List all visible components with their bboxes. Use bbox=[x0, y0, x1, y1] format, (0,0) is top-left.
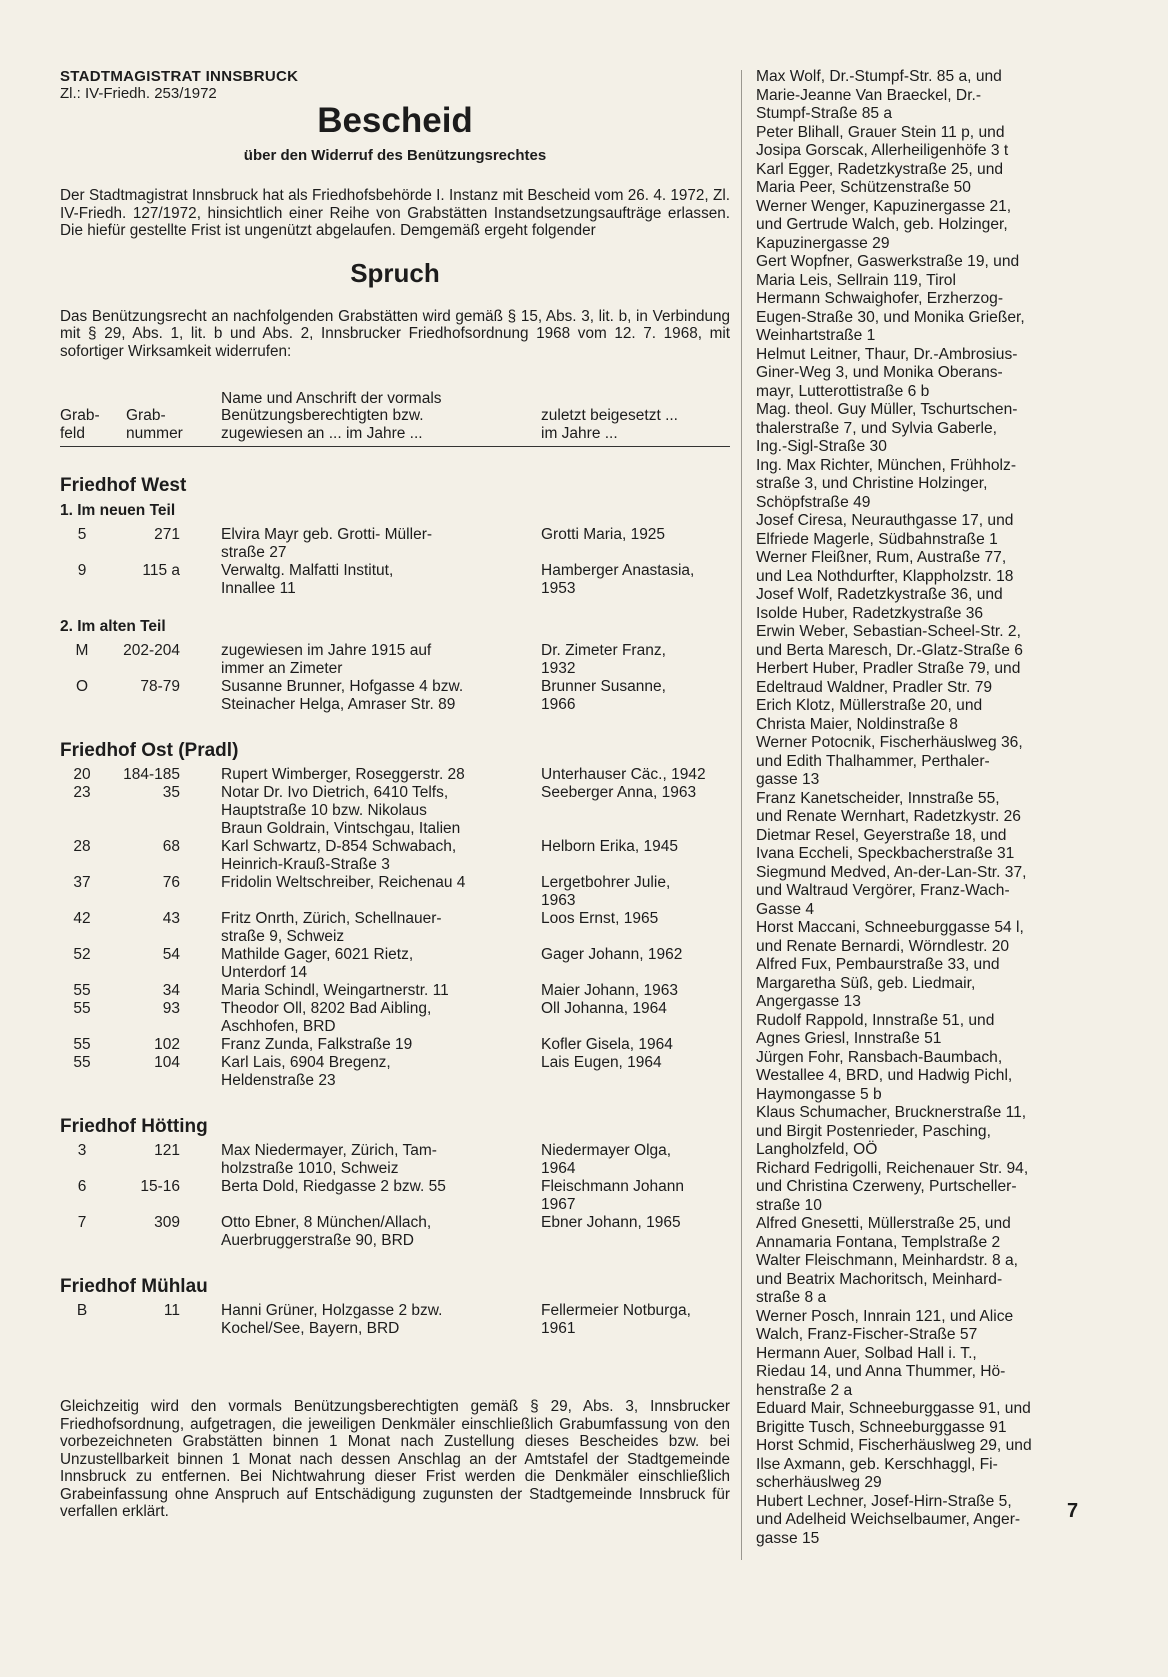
grabnummer-cell: 184-185 bbox=[123, 766, 180, 783]
text-line: und Lea Nothdurfter, Klappholzstr. 18 bbox=[756, 567, 1014, 585]
grabnummer-cell: 54 bbox=[162, 946, 180, 963]
grabfeld-cell: 23 bbox=[73, 784, 91, 801]
text-line: Elfriede Magerle, Südbahnstraße 1 bbox=[756, 530, 998, 548]
text-line: Haymongasse 5 b bbox=[756, 1085, 882, 1103]
text-line: Oll Johanna, 1964 bbox=[541, 1000, 667, 1017]
right-column bbox=[756, 68, 1081, 1548]
list-item bbox=[756, 1493, 1081, 1549]
header-line: Grab- bbox=[60, 407, 100, 424]
last-buried-cell bbox=[541, 946, 730, 964]
last-buried-cell bbox=[541, 982, 730, 1000]
table-row bbox=[60, 1000, 730, 1036]
name-cell bbox=[221, 910, 521, 946]
text-line: Maria Peer, Schützenstraße 50 bbox=[756, 179, 971, 196]
name-cell bbox=[221, 526, 521, 562]
text-line: und Berta Maresch, Dr.-Glatz-Straße 6 bbox=[756, 641, 1023, 659]
grabfeld-cell: 55 bbox=[73, 1054, 91, 1071]
document-subtitle: über den Widerruf des Benützungsrechtes bbox=[243, 147, 547, 164]
list-item bbox=[756, 512, 1081, 549]
text-line: Innallee 11 bbox=[221, 580, 296, 597]
text-line: Alfred Fux, Pembaurstraße 33, und bbox=[756, 956, 1000, 973]
cemetery-heading: Friedhof Mühlau bbox=[60, 1276, 208, 1297]
header-line: im Jahre ... bbox=[541, 424, 618, 442]
grabnummer-cell: 104 bbox=[154, 1054, 180, 1071]
table-row bbox=[60, 874, 730, 910]
name-cell bbox=[221, 874, 521, 892]
text-line: Klaus Schumacher, Brucknerstraße 11, bbox=[756, 1104, 1027, 1121]
list-item bbox=[756, 864, 1081, 920]
last-buried-cell bbox=[541, 1036, 730, 1054]
text-line: und Christina Czerweny, Purtscheller- bbox=[756, 1178, 1017, 1195]
grabnummer-cell: 309 bbox=[154, 1214, 180, 1231]
column-divider bbox=[741, 70, 742, 1560]
text-line: Giner-Weg 3, und Monika Oberans- bbox=[756, 364, 1003, 381]
text-line: scherhäuslweg 29 bbox=[756, 1474, 882, 1491]
grabnummer-cell: 102 bbox=[154, 1036, 180, 1053]
text-line: gasse 13 bbox=[756, 771, 820, 788]
grabfeld-cell: O bbox=[75, 678, 89, 695]
text-line: Herbert Huber, Pradler Straße 79, und bbox=[756, 660, 1021, 677]
text-line: Hamberger Anastasia, bbox=[541, 562, 695, 579]
text-line: Angergasse 13 bbox=[756, 993, 861, 1010]
name-cell bbox=[221, 1054, 521, 1090]
authority-heading: STADTMAGISTRAT INNSBRUCK bbox=[60, 68, 299, 85]
text-line: 1966 bbox=[541, 696, 576, 713]
section-heading: 2. Im alten Teil bbox=[60, 618, 166, 635]
grabnummer-cell: 35 bbox=[162, 784, 180, 801]
list-item bbox=[756, 956, 1081, 1012]
text-line: Karl Schwartz, D-854 Schwabach, bbox=[221, 838, 457, 855]
grabfeld-cell: 5 bbox=[77, 526, 87, 543]
text-line: Helborn Erika, 1945 bbox=[541, 838, 678, 855]
table-row bbox=[60, 982, 730, 1000]
header-grabnummer bbox=[126, 407, 183, 442]
text-line: und Renate Bernardi, Wörndlestr. 20 bbox=[756, 937, 1010, 955]
list-item bbox=[756, 1437, 1081, 1493]
grabfeld-cell: 6 bbox=[77, 1178, 87, 1195]
text-line: Heinrich-Krauß-Straße 3 bbox=[221, 856, 390, 873]
list-item bbox=[756, 827, 1081, 864]
table-row bbox=[60, 1302, 730, 1338]
last-buried-cell bbox=[541, 784, 730, 802]
text-line: Isolde Huber, Radetzkystraße 36 bbox=[756, 604, 984, 622]
text-line: Franz Kanetscheider, Innstraße 55, bbox=[756, 789, 1000, 807]
text-line: Edeltraud Waldner, Pradler Str. 79 bbox=[756, 678, 993, 696]
header-last-buried bbox=[541, 407, 678, 442]
table-row bbox=[60, 946, 730, 982]
text-line: henstraße 2 a bbox=[756, 1381, 853, 1399]
list-item bbox=[756, 790, 1081, 827]
grabnummer-cell: 76 bbox=[162, 874, 180, 891]
grabfeld-cell: 37 bbox=[73, 874, 91, 891]
name-cell bbox=[221, 1000, 521, 1036]
cemetery-heading: Friedhof Ost (Pradl) bbox=[60, 740, 239, 761]
header-name bbox=[221, 390, 442, 443]
text-line: Margaretha Süß, geb. Liedmair, bbox=[756, 974, 976, 992]
grabnummer-cell: 121 bbox=[154, 1142, 180, 1159]
grabfeld-cell: 52 bbox=[73, 946, 91, 963]
text-line: Ebner Johann, 1965 bbox=[541, 1214, 681, 1231]
list-item bbox=[756, 1012, 1081, 1049]
grabnummer-cell: 15-16 bbox=[140, 1178, 180, 1195]
text-line: Eugen-Straße 30, und Monika Grießer, bbox=[756, 308, 1025, 326]
list-item bbox=[756, 623, 1081, 660]
last-buried-cell bbox=[541, 526, 730, 544]
text-line: straße 8 a bbox=[756, 1289, 827, 1306]
text-line: thalerstraße 7, und Sylvia Gaberle, bbox=[756, 419, 997, 437]
text-line: Berta Dold, Riedgasse 2 bzw. 55 bbox=[221, 1178, 446, 1195]
text-line: Unterdorf 14 bbox=[221, 964, 308, 981]
text-line: Karl Lais, 6904 Bregenz, bbox=[221, 1054, 391, 1071]
list-item bbox=[756, 1308, 1081, 1345]
text-line: Brunner Susanne, bbox=[541, 678, 666, 695]
list-item bbox=[756, 697, 1081, 734]
list-item bbox=[756, 1345, 1081, 1401]
text-line: Horst Maccani, Schneeburggasse 54 l, bbox=[756, 919, 1024, 936]
cemetery-heading: Friedhof West bbox=[60, 475, 187, 496]
name-cell bbox=[221, 642, 521, 678]
text-line: Rudolf Rappold, Innstraße 51, und bbox=[756, 1011, 995, 1029]
grabnummer-cell: 34 bbox=[162, 982, 180, 999]
row-group bbox=[60, 766, 730, 1090]
text-line: 1967 bbox=[541, 1196, 576, 1213]
text-line: Agnes Griesl, Innstraße 51 bbox=[756, 1030, 942, 1047]
text-line: Grotti Maria, 1925 bbox=[541, 526, 666, 543]
grabfeld-cell: M bbox=[75, 642, 89, 659]
list-item bbox=[756, 1160, 1081, 1216]
text-line: und Waltraud Vergörer, Franz-Wach- bbox=[756, 882, 1010, 899]
text-line: Schöpfstraße 49 bbox=[756, 493, 871, 511]
text-line: holzstraße 1010, Schweiz bbox=[221, 1160, 399, 1177]
intro-paragraph: Der Stadtmagistrat Innsbruck hat als Friedhofsbehörde I. Instanz mit Bescheid vom 26. 4. 1972, Zl. IV-Friedh. 127/1972, hinsichtlich einer Reihe von Grabstätten Instandsetzungsaufträge erlassen. Die hiefür gestellte Frist ist ungenützt abgelaufen. Demgemäß ergeht folgender bbox=[60, 187, 730, 239]
text-line: Verwaltg. Malfatti Institut, bbox=[221, 562, 394, 579]
text-line: Erwin Weber, Sebastian-Scheel-Str. 2, bbox=[756, 623, 1021, 640]
list-item bbox=[756, 549, 1081, 586]
document-title: Bescheid bbox=[317, 101, 473, 140]
text-line: Dietmar Resel, Geyerstraße 18, und bbox=[756, 826, 1007, 844]
spruch-paragraph: Das Benützungsrecht an nachfolgenden Grabstätten wird gemäß § 15, Abs. 3, lit. b, in Verbindung mit § 29, Abs. 1, lit. b und Abs. 2, Innsbrucker Friedhofsordnung 1968 vom 12. 7. 1968, mit sofortiger Wirksamkeit widerrufen: bbox=[60, 307, 730, 360]
last-buried-cell bbox=[541, 642, 730, 678]
text-line: Siegmund Medved, An-der-Lan-Str. 37, bbox=[756, 863, 1027, 881]
text-line: Hermann Auer, Solbad Hall i. T., bbox=[756, 1344, 977, 1362]
name-cell bbox=[221, 784, 521, 838]
text-line: Lais Eugen, 1964 bbox=[541, 1054, 662, 1071]
text-line: Ing. Max Richter, München, Frühholz- bbox=[756, 456, 1017, 474]
text-line: zugewiesen im Jahre 1915 auf bbox=[221, 642, 432, 659]
grabfeld-cell: B bbox=[76, 1302, 88, 1319]
list-item bbox=[756, 660, 1081, 697]
text-line: Fritz Onrth, Zürich, Schellnauer- bbox=[221, 910, 442, 927]
text-line: Aschhofen, BRD bbox=[221, 1018, 336, 1035]
header-grabfeld bbox=[60, 407, 100, 442]
text-line: 1953 bbox=[541, 580, 576, 597]
text-line: Hanni Grüner, Holzgasse 2 bzw. bbox=[221, 1302, 443, 1319]
table-row bbox=[60, 1178, 730, 1214]
text-line: immer an Zimeter bbox=[221, 660, 343, 677]
cemetery-heading: Friedhof Hötting bbox=[60, 1116, 208, 1137]
section-heading: 1. Im neuen Teil bbox=[60, 502, 176, 519]
text-line: Annamaria Fontana, Templstraße 2 bbox=[756, 1233, 1001, 1251]
last-buried-cell bbox=[541, 838, 730, 856]
name-cell bbox=[221, 562, 521, 598]
text-line: Unterhauser Cäc., 1942 bbox=[541, 766, 706, 783]
text-line: straße 9, Schweiz bbox=[221, 928, 345, 945]
list-item bbox=[756, 457, 1081, 513]
table-row bbox=[60, 562, 730, 598]
text-line: Josipa Gorscak, Allerheiligenhöfe 3 t bbox=[756, 142, 1009, 159]
text-line: Eduard Mair, Schneeburggasse 91, und bbox=[756, 1400, 1031, 1417]
grabfeld-cell: 55 bbox=[73, 1000, 91, 1017]
text-line: 1963 bbox=[541, 892, 576, 909]
cemetery-list bbox=[60, 475, 730, 1338]
text-line: Theodor Oll, 8202 Bad Aibling, bbox=[221, 1000, 432, 1017]
list-item bbox=[756, 161, 1081, 198]
list-item bbox=[756, 68, 1081, 124]
header-line: Grab- bbox=[126, 407, 166, 424]
text-line: Kofler Gisela, 1964 bbox=[541, 1036, 673, 1053]
list-item bbox=[756, 1252, 1081, 1308]
grabnummer-cell: 115 a bbox=[142, 562, 180, 579]
text-line: Peter Blihall, Grauer Stein 11 p, und bbox=[756, 123, 1005, 141]
row-group bbox=[60, 526, 730, 598]
header-line: Benützungsberechtigten bzw. bbox=[221, 407, 424, 424]
name-cell bbox=[221, 1036, 521, 1054]
grabfeld-cell: 55 bbox=[73, 1036, 91, 1053]
left-column bbox=[60, 68, 730, 1521]
text-line: Gager Johann, 1962 bbox=[541, 946, 683, 963]
grabfeld-cell: 9 bbox=[77, 562, 87, 579]
last-buried-cell bbox=[541, 562, 730, 598]
text-line: Walch, Franz-Fischer-Straße 57 bbox=[756, 1326, 978, 1343]
last-buried-cell bbox=[541, 1178, 730, 1214]
text-line: Christa Maier, Noldinstraße 8 bbox=[756, 715, 958, 733]
list-item bbox=[756, 198, 1081, 254]
text-line: Josef Ciresa, Neurauthgasse 17, und bbox=[756, 512, 1014, 529]
last-buried-cell bbox=[541, 874, 730, 910]
text-line: Hubert Lechner, Josef-Hirn-Straße 5, bbox=[756, 1492, 1012, 1510]
name-cell bbox=[221, 946, 521, 982]
text-line: Niedermayer Olga, bbox=[541, 1142, 672, 1159]
text-line: Mathilde Gager, 6021 Rietz, bbox=[221, 946, 414, 963]
list-item bbox=[756, 290, 1081, 346]
text-line: und Beatrix Machoritsch, Meinhard- bbox=[756, 1270, 1003, 1288]
text-line: Auerbruggerstraße 90, BRD bbox=[221, 1232, 414, 1249]
text-line: Gasse 4 bbox=[756, 900, 815, 918]
table-row bbox=[60, 784, 730, 838]
text-line: Werner Wenger, Kapuzinergasse 21, bbox=[756, 197, 1012, 215]
grabnummer-cell: 78-79 bbox=[140, 678, 180, 695]
list-item bbox=[756, 1400, 1081, 1437]
grabfeld-cell: 28 bbox=[73, 838, 91, 855]
text-line: 1961 bbox=[541, 1320, 576, 1337]
grabfeld-cell: 20 bbox=[73, 766, 91, 783]
last-buried-cell bbox=[541, 1000, 730, 1018]
text-line: Susanne Brunner, Hofgasse 4 bzw. bbox=[221, 678, 464, 695]
header-line: Name und Anschrift der vormals bbox=[221, 389, 442, 407]
text-line: und Edith Thalhammer, Perthaler- bbox=[756, 752, 990, 770]
list-item bbox=[756, 1104, 1081, 1160]
text-line: Erich Klotz, Müllerstraße 20, und bbox=[756, 697, 983, 714]
text-line: Helmut Leitner, Thaur, Dr.-Ambrosius- bbox=[756, 345, 1018, 363]
text-line: Fridolin Weltschreiber, Reichenau 4 bbox=[221, 874, 466, 891]
last-buried-cell bbox=[541, 1302, 730, 1338]
header-line: zugewiesen an ... im Jahre ... bbox=[221, 424, 423, 442]
last-buried-cell bbox=[541, 766, 730, 784]
name-cell bbox=[221, 838, 521, 874]
text-line: gasse 15 bbox=[756, 1529, 820, 1547]
text-line: Steinacher Helga, Amraser Str. 89 bbox=[221, 696, 456, 713]
text-line: Riedau 14, und Anna Thummer, Hö- bbox=[756, 1363, 1006, 1380]
grabnummer-cell: 202-204 bbox=[123, 642, 180, 659]
grabnummer-cell: 11 bbox=[163, 1302, 180, 1319]
text-line: und Renate Wernhart, Radetzkystr. 26 bbox=[756, 808, 1021, 825]
text-line: Ivana Eccheli, Speckbacherstraße 31 bbox=[756, 845, 1015, 862]
grabnummer-cell: 43 bbox=[162, 910, 180, 927]
text-line: Elvira Mayr geb. Grotti- Müller- bbox=[221, 526, 433, 543]
text-line: Ing.-Sigl-Straße 30 bbox=[756, 438, 887, 455]
text-line: Hermann Schwaighofer, Erzherzog- bbox=[756, 290, 1004, 307]
last-buried-cell bbox=[541, 1214, 730, 1232]
name-cell bbox=[221, 1302, 521, 1338]
grabnummer-cell: 271 bbox=[154, 526, 180, 543]
text-line: Brigitte Tusch, Schneeburggasse 91 bbox=[756, 1418, 1007, 1436]
list-item bbox=[756, 253, 1081, 290]
list-item bbox=[756, 586, 1081, 623]
header-line: nummer bbox=[126, 424, 183, 442]
text-line: Stumpf-Straße 85 a bbox=[756, 105, 893, 122]
grabfeld-cell: 55 bbox=[73, 982, 91, 999]
text-line: straße 27 bbox=[221, 544, 287, 561]
row-group bbox=[60, 1302, 730, 1338]
table-row bbox=[60, 642, 730, 678]
text-line: Alfred Gnesetti, Müllerstraße 25, und bbox=[756, 1215, 1011, 1232]
text-line: straße 3, und Christine Holzinger, bbox=[756, 475, 988, 492]
text-line: Weinhartstraße 1 bbox=[756, 327, 876, 344]
text-line: Seeberger Anna, 1963 bbox=[541, 784, 697, 801]
table-header bbox=[60, 384, 730, 447]
list-item bbox=[756, 346, 1081, 402]
text-line: Horst Schmid, Fischerhäuslweg 29, und bbox=[756, 1437, 1032, 1454]
table-row bbox=[60, 838, 730, 874]
last-buried-cell bbox=[541, 678, 730, 714]
list-item bbox=[756, 1215, 1081, 1252]
text-line: Loos Ernst, 1965 bbox=[541, 910, 659, 927]
table-row bbox=[60, 678, 730, 714]
text-line: 1932 bbox=[541, 660, 576, 677]
grabnummer-cell: 68 bbox=[162, 838, 180, 855]
last-buried-cell bbox=[541, 1054, 730, 1072]
text-line: Josef Wolf, Radetzkystraße 36, und bbox=[756, 586, 1003, 603]
header-line: zuletzt beigesetzt ... bbox=[541, 407, 678, 424]
text-line: Fleischmann Johann bbox=[541, 1178, 685, 1195]
table-row bbox=[60, 910, 730, 946]
page-number: 7 bbox=[1067, 1500, 1079, 1522]
text-line: Richard Fedrigolli, Reichenauer Str. 94, bbox=[756, 1159, 1029, 1177]
text-line: Walter Fleischmann, Meinhardstr. 8 a, bbox=[756, 1252, 1019, 1269]
text-line: 1964 bbox=[541, 1160, 576, 1177]
text-line: Franz Zunda, Falkstraße 19 bbox=[221, 1036, 413, 1053]
text-line: Rupert Wimberger, Roseggerstr. 28 bbox=[221, 766, 465, 783]
text-line: Werner Potocnik, Fischerhäuslweg 36, bbox=[756, 734, 1023, 751]
table-row bbox=[60, 1214, 730, 1250]
name-cell bbox=[221, 766, 521, 784]
text-line: Dr. Zimeter Franz, bbox=[541, 642, 666, 659]
text-line: Heldenstraße 23 bbox=[221, 1072, 336, 1089]
text-line: Langholzfeld, OÖ bbox=[756, 1141, 878, 1158]
table-row bbox=[60, 1036, 730, 1054]
grabfeld-cell: 7 bbox=[77, 1214, 87, 1231]
text-line: Fellermeier Notburga, bbox=[541, 1302, 691, 1319]
name-cell bbox=[221, 982, 521, 1000]
table-row bbox=[60, 766, 730, 784]
text-line: Kochel/See, Bayern, BRD bbox=[221, 1320, 400, 1337]
text-line: Westallee 4, BRD, und Hadwig Pichl, bbox=[756, 1067, 1013, 1084]
table-row bbox=[60, 526, 730, 562]
name-cell bbox=[221, 1178, 521, 1196]
footer-paragraph: Gleichzeitig wird den vormals Benützungsberechtigten gemäß § 29, Abs. 3, Innsbrucker Friedhofsordnung, aufgetragen, die jeweiligen Denkmäler einschließlich Grabumfassung von den vorbezeichneten Grabstätten binnen 1 Monat nach Zustellung dieses Bescheides bzw. bei Unzustellbarkeit binnen 1 Monat nach dessen Anschlag an der Amtstafel der Stadtgemeinde Innsbruck zu entfernen. Bei Nichtwahrung dieser Frist werden die Denkmäler einschließlich Grabeinfassung ohne Anspruch auf Entschädigung zugunsten der Stadtgemeinde Innsbruck für verfallen erklärt. bbox=[60, 1398, 730, 1520]
text-line: Werner Fleißner, Rum, Austraße 77, bbox=[756, 549, 1007, 566]
text-line: Otto Ebner, 8 München/Allach, bbox=[221, 1214, 432, 1231]
text-line: Karl Egger, Radetzkystraße 25, und bbox=[756, 160, 1004, 178]
text-line: Kapuzinergasse 29 bbox=[756, 234, 890, 252]
text-line: und Gertrude Walch, geb. Holzinger, bbox=[756, 216, 1008, 233]
list-item bbox=[756, 124, 1081, 161]
last-buried-cell bbox=[541, 910, 730, 928]
text-line: Lergetbohrer Julie, bbox=[541, 874, 671, 891]
row-group bbox=[60, 642, 730, 714]
text-line: Maier Johann, 1963 bbox=[541, 982, 679, 999]
text-line: und Birgit Postenrieder, Pasching, bbox=[756, 1122, 991, 1140]
text-line: Hauptstraße 10 bzw. Nikolaus bbox=[221, 802, 427, 819]
text-line: Marie-Jeanne Van Braeckel, Dr.- bbox=[756, 86, 982, 104]
text-line: Werner Posch, Innrain 121, und Alice bbox=[756, 1307, 1014, 1325]
text-line: Braun Goldrain, Vintschgau, Italien bbox=[221, 820, 461, 837]
grabfeld-cell: 42 bbox=[73, 910, 91, 927]
list-item bbox=[756, 1049, 1081, 1105]
text-line: Maria Leis, Sellrain 119, Tirol bbox=[756, 271, 956, 289]
reference-number: Zl.: IV-Friedh. 253/1972 bbox=[60, 85, 217, 102]
text-line: Jürgen Fohr, Ransbach-Baumbach, bbox=[756, 1048, 1003, 1066]
row-group bbox=[60, 1142, 730, 1250]
header-line: feld bbox=[60, 424, 85, 442]
list-item bbox=[756, 401, 1081, 457]
text-line: Maria Schindl, Weingartnerstr. 11 bbox=[221, 982, 449, 999]
name-cell bbox=[221, 678, 521, 714]
text-line: Gert Wopfner, Gaswerkstraße 19, und bbox=[756, 253, 1020, 270]
text-line: Notar Dr. Ivo Dietrich, 6410 Telfs, bbox=[221, 784, 449, 801]
last-buried-cell bbox=[541, 1142, 730, 1178]
table-row bbox=[60, 1142, 730, 1178]
text-line: straße 10 bbox=[756, 1196, 822, 1214]
table-row bbox=[60, 1054, 730, 1090]
text-line: Ilse Axmann, geb. Kerschhaggl, Fi- bbox=[756, 1455, 998, 1473]
spruch-heading: Spruch bbox=[350, 257, 440, 288]
text-line: Mag. theol. Guy Müller, Tschurtschen- bbox=[756, 401, 1018, 418]
text-line: und Adelheid Weichselbaumer, Anger- bbox=[756, 1511, 1021, 1528]
text-line: mayr, Lutterottistraße 6 b bbox=[756, 382, 930, 400]
name-cell bbox=[221, 1214, 521, 1250]
grabnummer-cell: 93 bbox=[162, 1000, 180, 1017]
list-item bbox=[756, 919, 1081, 956]
name-cell bbox=[221, 1142, 521, 1178]
grabfeld-cell: 3 bbox=[77, 1142, 87, 1159]
text-line: Max Wolf, Dr.-Stumpf-Str. 85 a, und bbox=[756, 68, 1002, 85]
text-line: Max Niedermayer, Zürich, Tam- bbox=[221, 1142, 437, 1159]
list-item bbox=[756, 734, 1081, 790]
